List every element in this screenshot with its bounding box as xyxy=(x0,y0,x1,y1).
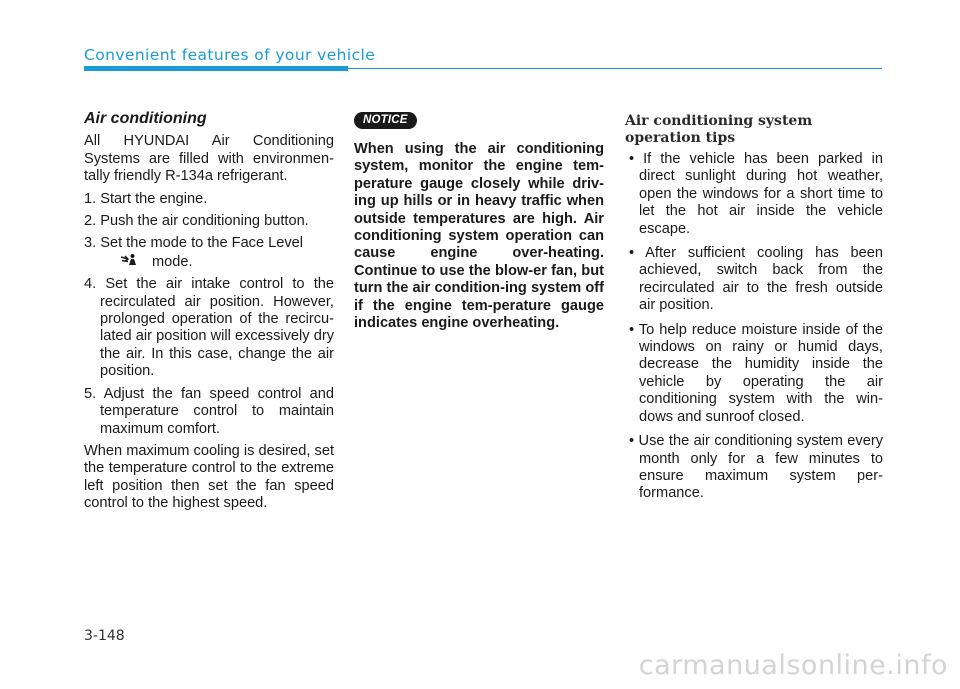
tips-heading: Air conditioning system operation tips xyxy=(625,113,813,146)
middle-column xyxy=(354,110,604,332)
page-number: 3-148 xyxy=(84,628,125,644)
step-3-suffix: mode. xyxy=(152,253,193,270)
tip-text: If the vehicle has been parked in direct sunlight during hot weather, open the windows for a short time to let the hot air inside the vehicle escape. xyxy=(639,151,883,237)
air-conditioning-heading: Air conditioning xyxy=(84,110,207,127)
tip-item: • If the vehicle has been parked in direct sunlight during hot weather, open the windows for a short time to let the hot air inside the vehicle escape. xyxy=(629,151,883,237)
step-5: 5. Adjust the fan speed control and temperature control to maintain maximum comfort. xyxy=(84,385,334,437)
closing-paragraph: When maximum cooling is desired, set the temperature control to the extreme left position then set the fan speed control to the highest speed. xyxy=(84,442,334,512)
tip-item: • To help reduce moisture inside of the windows on rainy or humid days, decrease the humidity inside the vehicle by operating the air conditioning system with the win-dows and sunroof closed. xyxy=(629,321,883,425)
face-level-mode-icon xyxy=(120,253,148,267)
step-2: 2. Push the air conditioning button. xyxy=(84,213,309,230)
step-3-text: 3. Set the mode to the Face Level xyxy=(84,235,304,252)
tip-text: After sufficient cooling has been achieved, switch back from the recirculated air to the fresh outside air position. xyxy=(639,245,884,314)
watermark: carmanualsonline.info xyxy=(638,650,948,681)
section-title: Convenient features of your vehicle xyxy=(84,46,376,64)
notice-badge: NOTICE xyxy=(354,112,417,129)
step-3 xyxy=(84,235,334,271)
tip-text: Use the air conditioning system every month only for a few minutes to ensure maximum system per-formance. xyxy=(638,433,883,502)
tip-item: • Use the air conditioning system every month only for a few minutes to ensure maximum system per-formance. xyxy=(629,433,883,502)
left-column xyxy=(84,110,334,518)
header-accent-bar xyxy=(84,66,348,71)
header-divider-line xyxy=(348,68,882,69)
intro-paragraph: All HYUNDAI Air Conditioning Systems are filled with environmen-tally friendly R-134a refrigerant. xyxy=(84,133,334,185)
right-column xyxy=(625,110,883,510)
step-1: 1. Start the engine. xyxy=(84,190,208,207)
step-4: 4. Set the air intake control to the recirculated air position. However, prolonged operation of the recircu-lated air position will excessively dry the air. In this case, change the air position. xyxy=(84,276,334,380)
notice-text: When using the air conditioning system, monitor the engine tem-perature gauge closely while driv-ing up hills or in heavy traffic when outside temperatures are high. Air conditioning system operation can cause engine over-heating. Continue to use the blow-er fan, but turn the air condition-ing system off if the engine tem-perature gauge indicates engine overheating. xyxy=(354,141,604,332)
tip-item: • After sufficient cooling has been achieved, switch back from the recirculated air to the fresh outside air position. xyxy=(629,245,884,314)
tip-text: To help reduce moisture inside of the windows on rainy or humid days, decrease the humidity inside the vehicle by operating the air conditioning system with the win-dows and sunroof closed. xyxy=(638,321,883,425)
